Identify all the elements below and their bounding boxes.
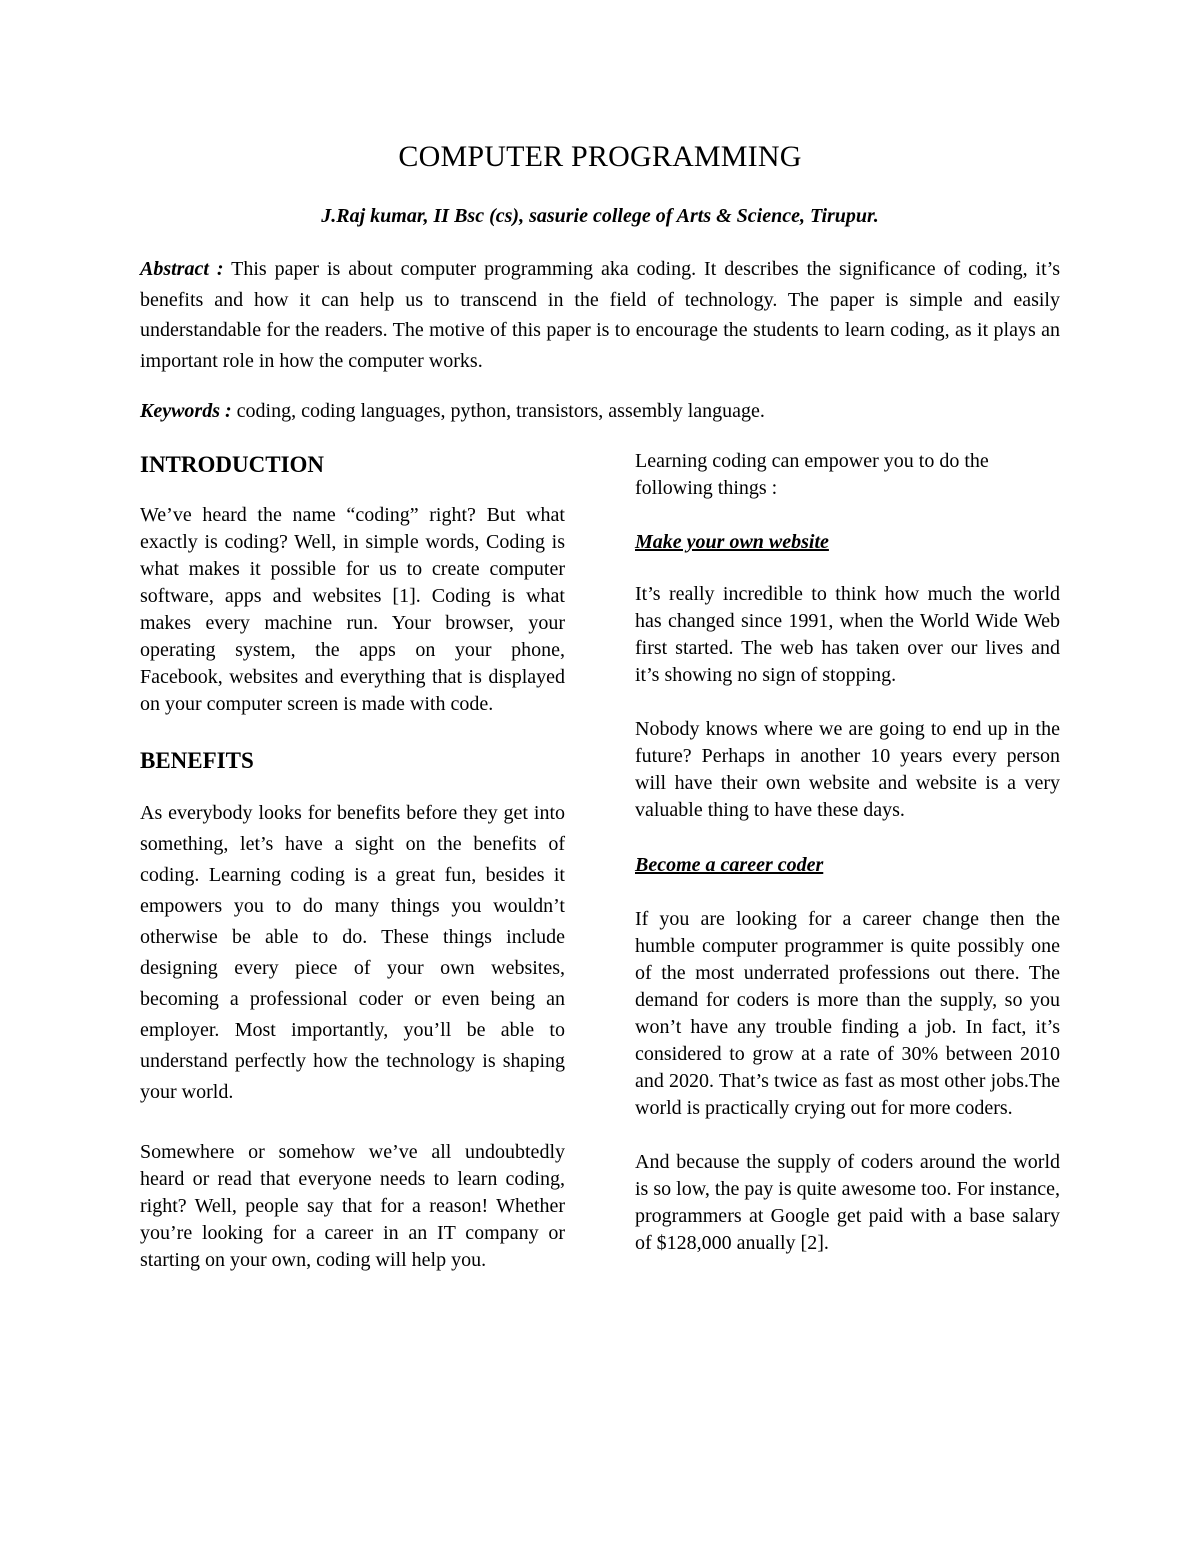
right-column-intro: Learning coding can empower you to do the following things : [635, 450, 989, 499]
right-column [635, 448, 1060, 1257]
introduction-heading: INTRODUCTION [140, 452, 325, 477]
abstract [140, 254, 1060, 376]
left-column [140, 448, 565, 1274]
keywords [140, 396, 1060, 426]
benefits-paragraph-2: Somewhere or somehow we’ve all undoubtedly heard or read that everyone needs to learn coding, right? Well, people say that for a reason! Whether you’re looking for a career in an IT company or starting on your own, coding will help you. [140, 1141, 565, 1271]
keywords-label: Keywords : [140, 400, 232, 422]
abstract-label: Abstract : [140, 258, 224, 280]
benefits-paragraph-1: As everybody looks for benefits before they get into something, let’s have a sight on the benefits of coding. Learning coding is a great fun, besides it empowers you to do many things you wouldn’t otherwise be able to do. These things include designing every piece of your own websites, becoming a professional coder or even being an employer. Most importantly, you’ll be able to understand perfectly how the technology is shaping your world. [140, 802, 565, 1103]
career-subheading: Become a career coder [635, 854, 824, 876]
website-paragraph-1: It’s really incredible to think how much the world has changed since 1991, when the World Wide Web first started. The web has taken over our lives and it’s showing no sign of stopping. [635, 583, 1060, 686]
keywords-text: coding, coding languages, python, transistors, assembly language. [231, 400, 765, 422]
website-subheading: Make your own website [635, 531, 829, 553]
paper-title: COMPUTER PROGRAMMING [398, 140, 802, 173]
website-paragraph-2: Nobody knows where we are going to end up in the future? Perhaps in another 10 years every person will have their own website and website is a very valuable thing to have these days. [635, 718, 1060, 821]
benefits-heading: BENEFITS [140, 748, 254, 773]
introduction-paragraph: We’ve heard the name “coding” right? But what exactly is coding? Well, in simple words, Coding is what makes it possible for us to create computer software, apps and websites [1]. Coding is what makes every machine run. Your browser, your operating system, the apps on your phone, Facebook, websites and everything that is displayed on your computer screen is made with code. [140, 504, 565, 715]
career-paragraph-1: If you are looking for a career change then the humble computer programmer is quite possibly one of the most underrated professions out there. The demand for coders is more than the supply, so you won’t have any trouble finding a job. In fact, it’s considered to grow at a rate of 30% between 2010 and 2020. That’s twice as fast as most other jobs.The world is practically crying out for more coders. [635, 908, 1060, 1119]
abstract-text: This paper is about computer programming aka coding. It describes the significance of coding, it’s benefits and how it can help us to transcend in the field of technology. The paper is simple and easily understandable for the readers. The motive of this paper is to encourage the students to learn coding, as it plays an important role in how the computer works. [140, 258, 1060, 372]
career-paragraph-2: And because the supply of coders around the world is so low, the pay is quite awesome too. For instance, programmers at Google get paid with a base salary of $128,000 anually [2]. [635, 1151, 1060, 1254]
author-line: J.Raj kumar, II Bsc (cs), sasurie college of Arts & Science, Tirupur. [321, 205, 879, 227]
